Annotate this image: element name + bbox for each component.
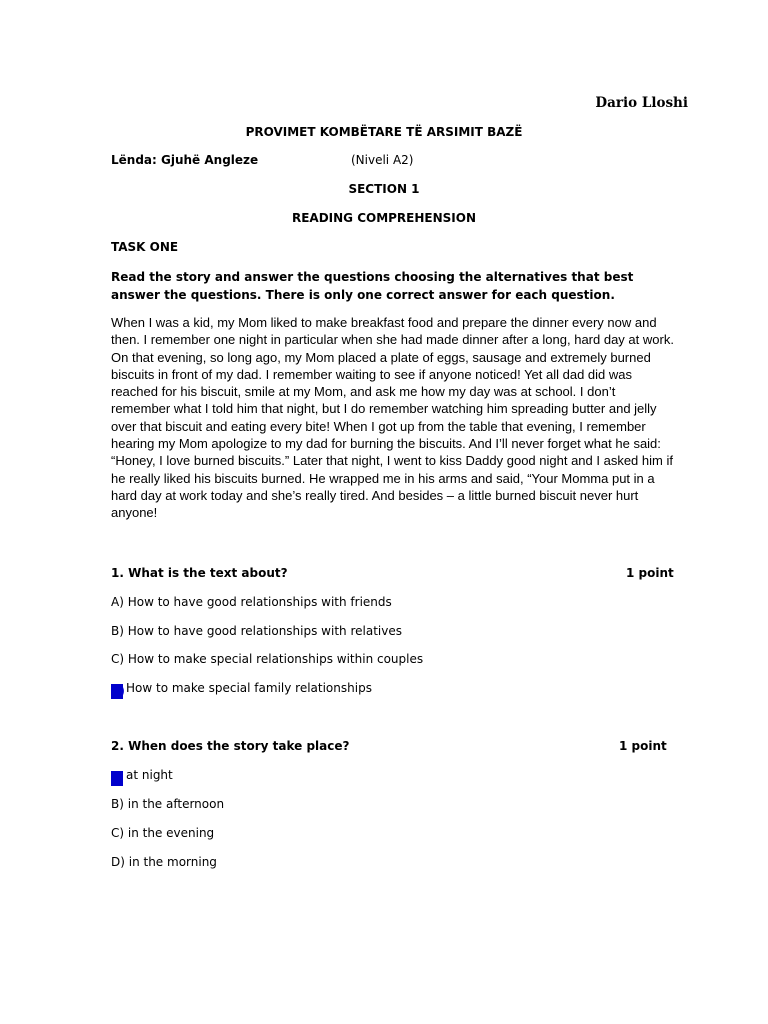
q1-option-c: C) How to make special relationships within couples xyxy=(111,652,424,666)
q2-option-b: B) in the afternoon xyxy=(111,797,225,811)
instructions: Read the story and answer the questions choosing the alternatives that best answer the questions. There is only one correct answer for each question. xyxy=(111,270,634,302)
author-name: Dario Lloshi xyxy=(595,95,688,111)
q2-option-c: C) in the evening xyxy=(111,826,215,840)
answer-highlight: A) xyxy=(111,771,124,785)
level-label: (Niveli A2) xyxy=(351,153,414,167)
q1-option-b: B) How to have good relationships with relatives xyxy=(111,624,402,638)
answer-highlight: D) xyxy=(111,684,125,698)
task-label: TASK ONE xyxy=(111,240,179,254)
section-label: SECTION 1 xyxy=(348,182,420,196)
q1-option-d-text: How to make special family relationships xyxy=(126,681,372,695)
exam-title: PROVIMET KOMBËTARE TË ARSIMIT BAZË xyxy=(245,125,523,139)
q2-option-a xyxy=(111,768,173,786)
q2-option-d: D) in the morning xyxy=(111,855,217,869)
q1-option-a: A) How to have good relationships with friends xyxy=(111,595,392,609)
question-1: 1. What is the text about? xyxy=(111,566,288,580)
question-2: 2. When does the story take place? xyxy=(111,739,350,753)
q1-option-d xyxy=(111,681,372,699)
story-paragraph: When I was a kid, my Mom liked to make breakfast food and prepare the dinner every now and then. I remember one night in particular when she had made dinner after a long, hard day at work. On that evening, so long ago, my Mom placed a plate of eggs, sausage and extremely burned biscuits in front of my dad. I remember waiting to see if anyone noticed! Yet all dad did was reached for his biscuit, smile at my Mom, and ask me how my day was at school. I don’t remember what I told him that night, but I do remember watching him spreading butter and jelly over that biscuit and eating every bite! When I got up from the table that evening, I remember hearing my Mom apologize to my dad for burning the biscuits. And I’ll never forget what he said: “Honey, I love burned biscuits.” Later that night, I went to kiss Daddy good night and I asked him if he really liked his biscuits burned. He wrapped me in his arms and said, “Your Momma put in a hard day at work today and she’s really tired. And besides – a little burned biscuit never hurt anyone! xyxy=(111,315,674,521)
question-2-points: 1 point xyxy=(619,739,667,753)
q2-option-a-text: at night xyxy=(126,768,173,782)
question-1-points: 1 point xyxy=(626,566,674,580)
story-text xyxy=(111,314,676,522)
subject-label: Lënda: Gjuhë Angleze xyxy=(111,153,259,167)
section-title: READING COMPREHENSION xyxy=(291,211,477,225)
